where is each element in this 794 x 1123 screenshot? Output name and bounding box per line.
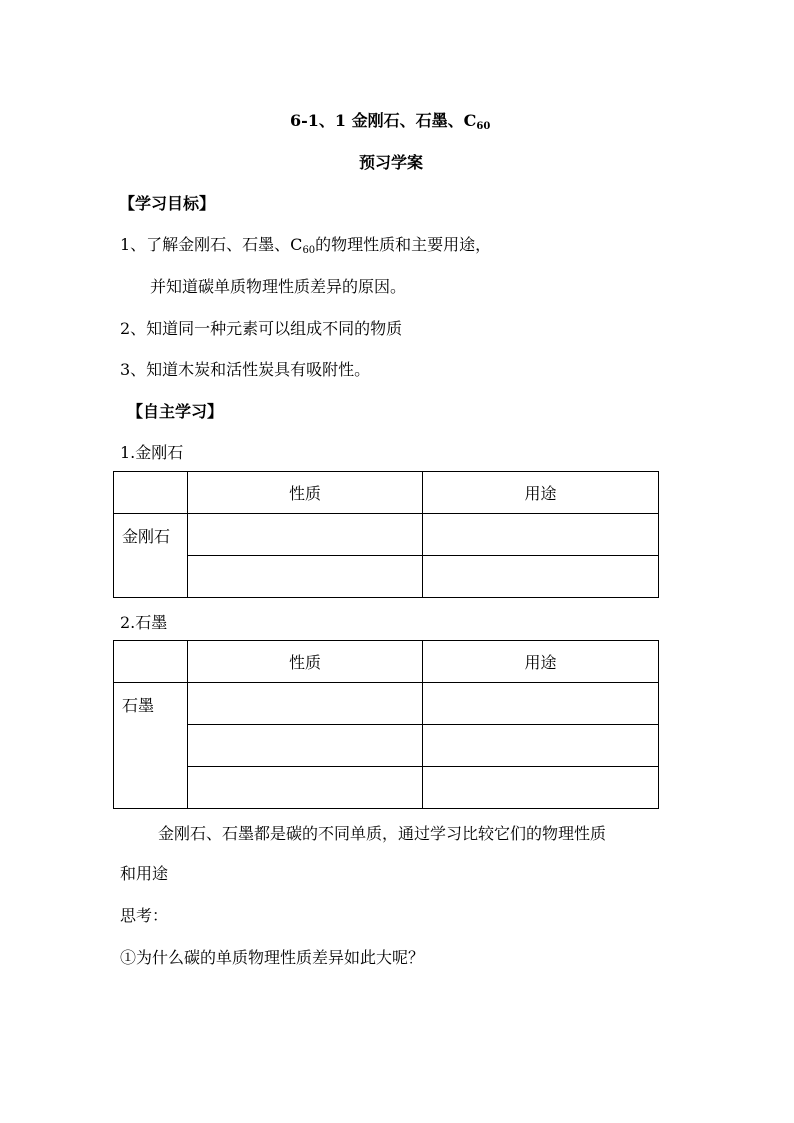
graphite-use-cell-1[interactable]	[423, 683, 659, 725]
diamond-property-cell-1[interactable]	[188, 514, 423, 556]
self-study-heading: 【自主学习】	[127, 402, 224, 421]
graphite-col-property: 性质	[188, 641, 423, 683]
graphite-property-cell-3[interactable]	[188, 767, 423, 809]
goal-item-1	[120, 232, 491, 256]
page-title	[290, 108, 490, 132]
graphite-property-cell-1[interactable]	[188, 683, 423, 725]
diamond-property-cell-2[interactable]	[188, 556, 423, 598]
goal-item-3: 3、知道木炭和活性炭具有吸附性。	[120, 360, 371, 379]
diamond-table-corner-cell	[114, 472, 188, 514]
graphite-table-corner-cell	[114, 641, 188, 683]
graphite-caption: 2.石墨	[120, 613, 168, 632]
diamond-table	[113, 471, 659, 598]
goal-item-1-prefix: 1、了解金刚石、石墨、C	[120, 235, 303, 254]
graphite-row-label: 石墨	[114, 683, 188, 809]
think-label: 思考：	[120, 906, 169, 925]
diamond-col-property: 性质	[188, 472, 423, 514]
graphite-use-cell-3[interactable]	[423, 767, 659, 809]
graphite-table	[113, 640, 659, 809]
goal-item-1-suffix: 的物理性质和主要用途，	[315, 235, 492, 254]
graphite-property-cell-2[interactable]	[188, 725, 423, 767]
comparison-paragraph-line-1: 金刚石、石墨都是碳的不同单质，通过学习比较它们的物理性质	[158, 824, 607, 843]
diamond-col-use: 用途	[423, 472, 659, 514]
page-title-subscript: 60	[476, 121, 491, 132]
diamond-use-cell-1[interactable]	[423, 514, 659, 556]
goals-heading: 【学习目标】	[119, 194, 216, 213]
diamond-row-label: 金刚石	[114, 514, 188, 598]
goal-item-1-continued: 并知道碳单质物理性质差异的原因。	[150, 277, 407, 296]
goal-item-2: 2、知道同一种元素可以组成不同的物质	[120, 319, 403, 338]
page-title-text: 6-1、1 金刚石、石墨、C	[290, 111, 477, 130]
graphite-col-use: 用途	[423, 641, 659, 683]
think-question-1: ①为什么碳的单质物理性质差异如此大呢？	[120, 948, 425, 967]
diamond-caption: 1.金刚石	[120, 443, 184, 462]
graphite-use-cell-2[interactable]	[423, 725, 659, 767]
diamond-use-cell-2[interactable]	[423, 556, 659, 598]
page-subtitle: 预习学案	[359, 153, 424, 172]
comparison-paragraph-line-2: 和用途	[120, 864, 169, 883]
goal-item-1-subscript: 60	[302, 245, 316, 256]
